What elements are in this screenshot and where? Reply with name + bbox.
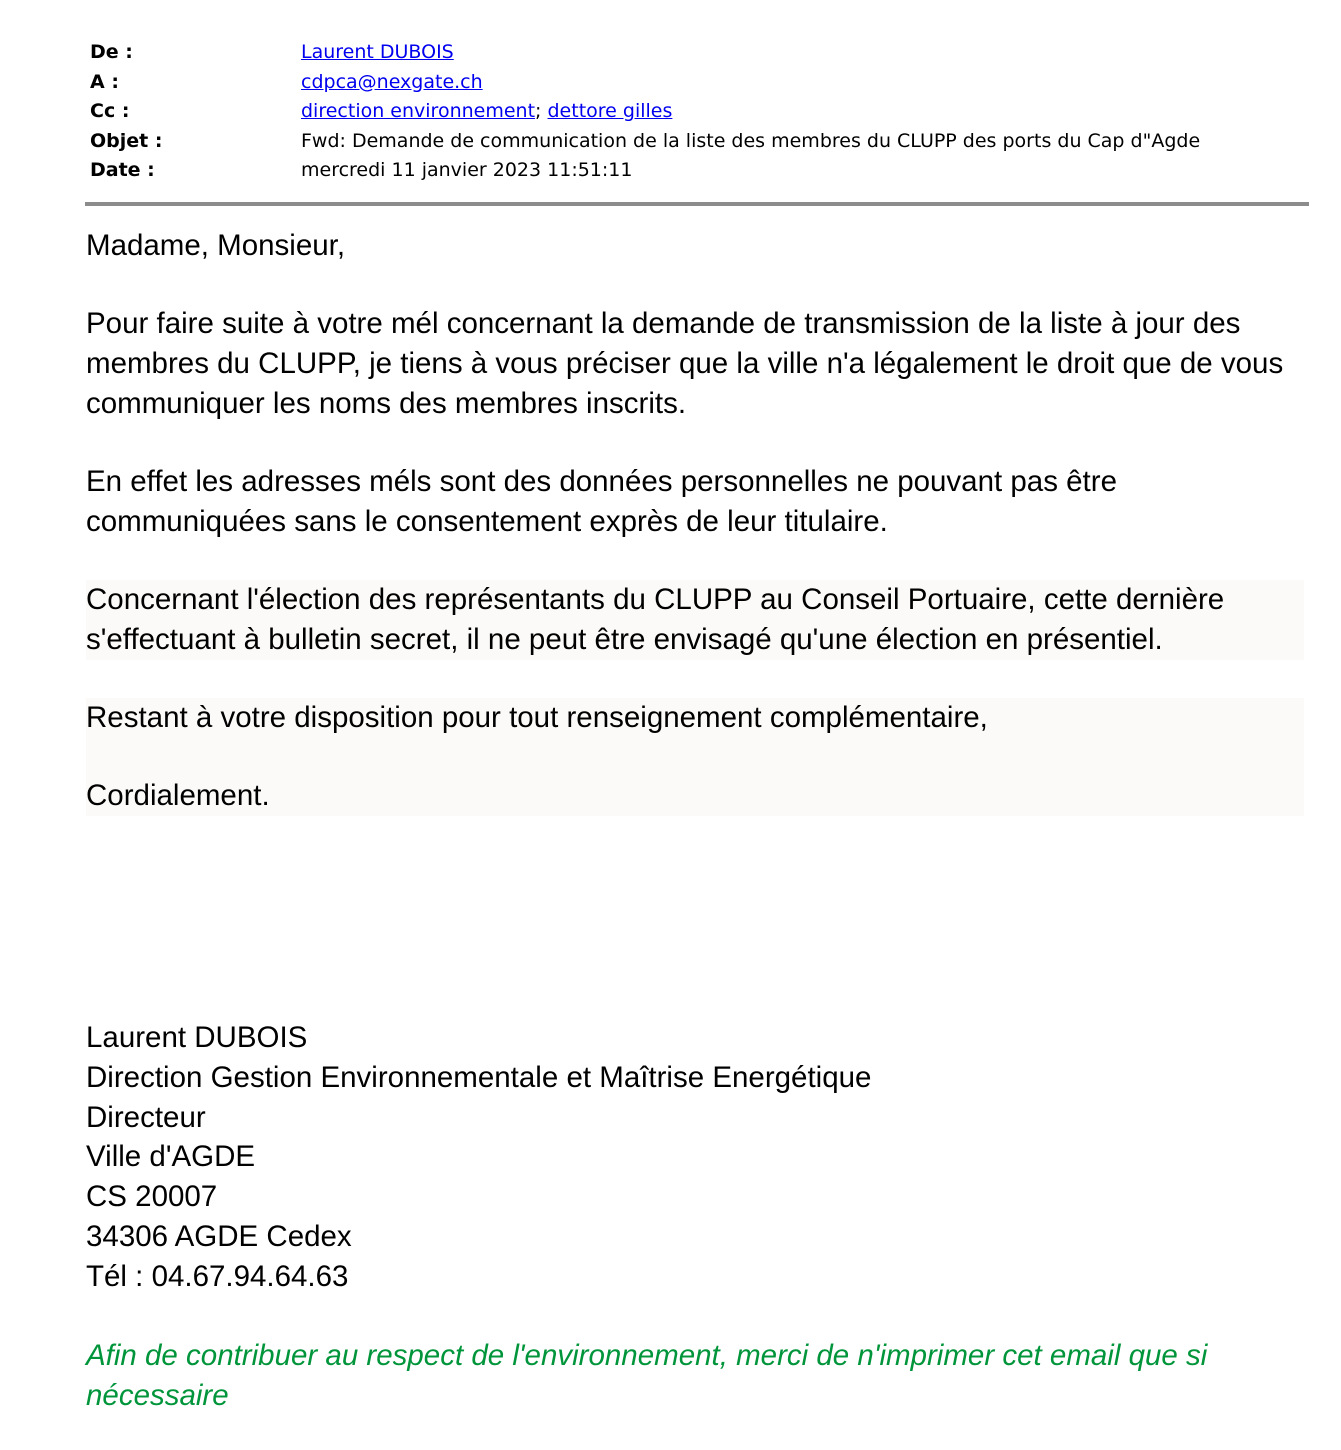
signature-name: Laurent DUBOIS	[86, 1021, 308, 1054]
cc-link-direction-environnement[interactable]: direction environnement	[301, 100, 536, 122]
from-row	[90, 38, 1310, 68]
signature-phone: Tél : 04.67.94.64.63	[86, 1259, 349, 1293]
from-label: De :	[90, 41, 133, 63]
email-body	[86, 226, 1306, 816]
cc-label: Cc :	[90, 100, 130, 122]
greeting: Madame, Monsieur,	[86, 229, 346, 262]
to-label: A :	[90, 70, 119, 93]
subject-label: Objet :	[90, 129, 163, 152]
paragraph-transmission: Pour faire suite à votre mél concernant la demande de transmission de la liste à jour des membres du CLUPP, je tiens à vous préciser que la ville n'a légalement le droit que de vous communiquer les noms des membres inscrits.	[86, 307, 1284, 420]
paragraph-election: Concernant l'élection des représentants du CLUPP au Conseil Portuaire, cette dernière s'effectuant à bulletin secret, il ne peut être envisagé qu'une élection en présentiel.	[86, 580, 1304, 660]
subject-value: Fwd: Demande de communication de la liste des membres du CLUPP des ports du Cap d"Agde	[301, 129, 1201, 152]
signature-block	[86, 1018, 871, 1297]
cc-row	[90, 97, 1310, 127]
to-link[interactable]: cdpca@nexgate.ch	[301, 70, 483, 93]
eco-notice: Afin de contribuer au respect de l'environnement, merci de n'imprimer cet email que si nécessaire	[86, 1339, 1208, 1412]
signature-postal-box: CS 20007	[86, 1180, 218, 1214]
closing-salutation: Cordialement.	[86, 779, 270, 812]
signature-role: Directeur	[86, 1100, 206, 1134]
header-divider	[85, 202, 1309, 206]
email-header	[90, 38, 1310, 186]
date-value: mercredi 11 janvier 2023 11:51:11	[301, 159, 633, 181]
cc-values	[301, 97, 672, 127]
closing-block	[86, 698, 1304, 816]
signature-organization: Ville d'AGDE	[86, 1140, 256, 1174]
signature-department: Direction Gestion Environnementale et Maîtrise Energétique	[86, 1060, 872, 1094]
paragraph-disposition: Restant à votre disposition pour tout renseignement complémentaire,	[86, 701, 988, 734]
signature-city: 34306 AGDE Cedex	[86, 1219, 352, 1253]
date-label: Date :	[90, 159, 155, 181]
from-link[interactable]: Laurent DUBOIS	[301, 41, 454, 63]
subject-row	[90, 127, 1310, 157]
cc-separator: ;	[535, 100, 548, 122]
paragraph-personal-data: En effet les adresses méls sont des données personnelles ne pouvant pas être communiquées sans le consentement exprès de leur titulaire.	[86, 465, 1117, 538]
to-row	[90, 68, 1310, 98]
date-row	[90, 156, 1310, 186]
cc-link-dettore-gilles[interactable]: dettore gilles	[547, 100, 673, 122]
